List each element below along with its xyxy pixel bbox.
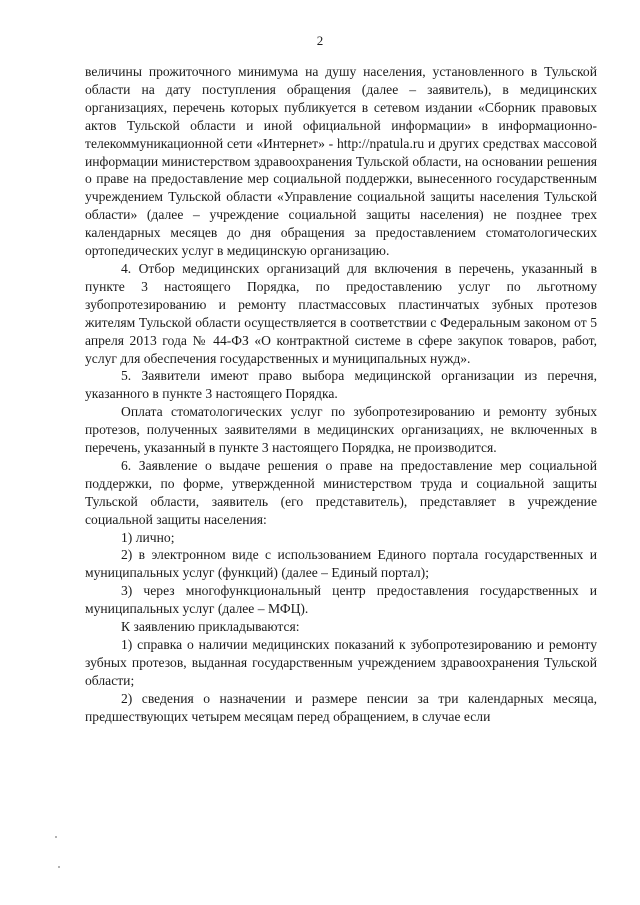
paragraph-continuation: величины прожиточного минимума на душу населения, установленного в Тульской области на дату поступления обращения (далее – заявитель), в медицинских организациях, перечень которых публикуется в сетевом издании «Сборник правовых актов Тульской области и иной официальной информации» в информационно-телекоммуникационной сети «Интернет» - http://npatula.ru и других средствах массовой информации министерством здравоохранения Тульской области, на основании решения о праве на предоставление мер социальной поддержки, вынесенного государственным учреждением Тульской области «Управление социальной защиты населения Тульской области» (далее – учреждение социальной защиты населения) не позднее трех календарных месяцев до дня обращения за предоставлением стоматологических ортопедических услуг в медицинскую организацию. (85, 64, 597, 259)
paragraph-item-6: 6. Заявление о выдаче решения о праве на предоставление мер социальной поддержки, по форме, утвержденной министерством труда и социальной защиты Тульской области, заявитель (его представитель), представляет в учреждение социальной защиты населения: (85, 457, 597, 527)
scan-artifact-dot (55, 836, 57, 838)
attachments-heading: К заявлению прикладываются: (121, 619, 300, 635)
paragraph-payment: Оплата стоматологических услуг по зубопротезированию и ремонту зубных протезов, полученных заявителями в медицинских организациях, не включенных в перечень, указанный в пункте 3 настоящего Порядка, не производится. (85, 404, 597, 456)
paragraph-item-4: 4. Отбор медицинских организаций для включения в перечень, указанный в пункте 3 настоящего Порядка, по предоставлению услуг по льготному зубопротезированию и ремонту пластмассовых пластинчатых зубных протезов жителям Тульской области осуществляется в соответствии с Федеральным законом от 5 апреля 2013 года № 44-ФЗ «О контрактной системе в сфере закупок товаров, работ, услуг для обеспечения государственных и муниципальных нужд». (85, 260, 597, 366)
list-item-electronic: 2) в электронном виде с использованием Единого портала государственных и муниципальных услуг (функций) (далее – Единый портал); (85, 547, 597, 581)
page-number: 2 (316, 33, 324, 48)
scan-artifact-dot (58, 866, 60, 868)
list-item-mfc: 3) через многофункциональный центр предоставления государственных и муниципальных услуг (далее – МФЦ). (85, 583, 597, 617)
paragraph-item-5: 5. Заявители имеют право выбора медицинской организации из перечня, указанного в пункте 3 настоящего Порядка. (85, 368, 597, 402)
attachment-item-pension: 2) сведения о назначении и размере пенсии за три календарных месяца, предшествующих четырем месяцам перед обращением, в случае если (85, 690, 597, 724)
attachment-item-certificate: 1) справка о наличии медицинских показаний к зубопротезированию и ремонту зубных протезов, выданная государственным учреждением здравоохранения Тульской области; (85, 637, 597, 688)
list-item-in-person: 1) лично; (121, 529, 175, 545)
document-body (85, 63, 597, 726)
